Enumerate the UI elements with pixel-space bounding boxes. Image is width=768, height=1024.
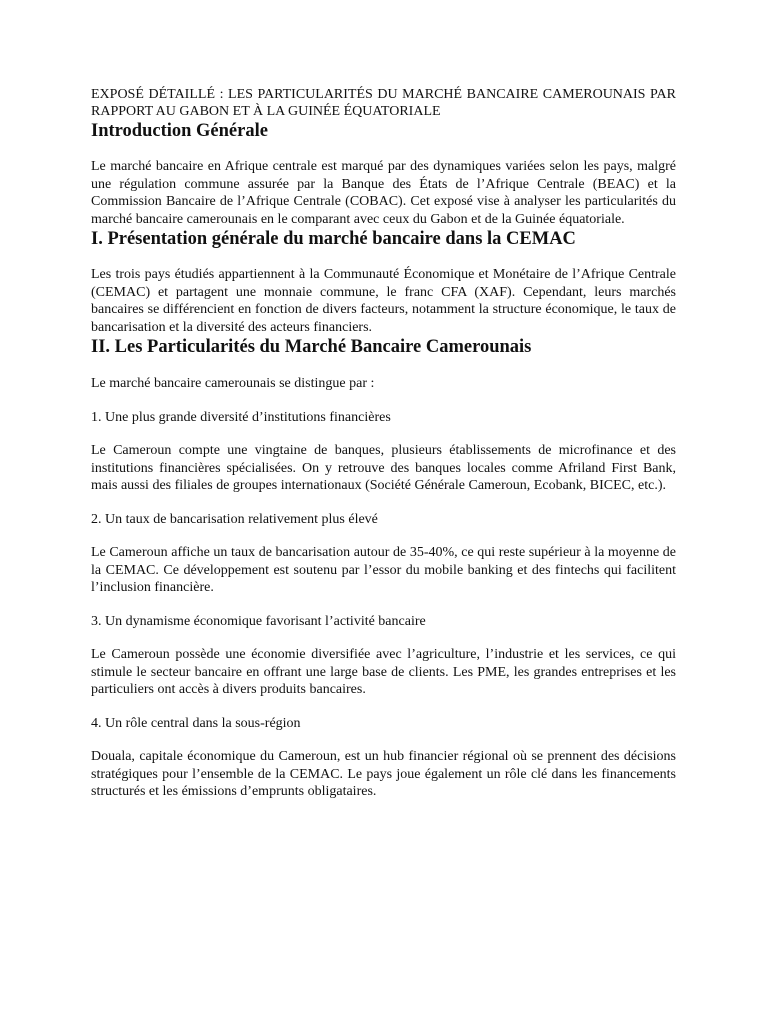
introduction-heading: Introduction Générale (91, 121, 268, 141)
item-title: 1. Une plus grande diversité d’institutions financières (91, 409, 391, 425)
item-body: Le Cameroun compte une vingtaine de banques, plusieurs établissements de microfinance et des institutions financières spécialisées. On y retrouve des banques locales comme Afriland First Bank, mais aussi des filiales de groupes internationaux (Société Générale Cameroun, Ecobank, BICEC, etc.). (91, 443, 676, 493)
item-title: 2. Un taux de bancarisation relativement plus élevé (91, 511, 378, 527)
document-title: EXPOSÉ DÉTAILLÉ : LES PARTICULARITÉS DU MARCHÉ BANCAIRE CAMEROUNAIS PAR RAPPORT AU GABON ET À LA GUINÉE ÉQUATORIALE (91, 87, 676, 119)
item-title: 4. Un rôle central dans la sous-région (91, 715, 301, 731)
section2-heading: II. Les Particularités du Marché Bancaire Camerounais (91, 337, 532, 357)
item-body: Le Cameroun affiche un taux de bancarisation autour de 35-40%, ce qui reste supérieur à la moyenne de la CEMAC. Ce développement est soutenu par l’essor du mobile banking et des fintechs qui facilitent l’inclusion financière. (91, 545, 676, 595)
section2-lead: Le marché bancaire camerounais se distingue par : (91, 376, 375, 391)
introduction-paragraph: Le marché bancaire en Afrique centrale est marqué par des dynamiques variées selon les pays, malgré une régulation commune assurée par la Banque des États de l’Afrique Centrale (BEAC) et la Commission Bancaire de l’Afrique Centrale (COBAC). Cet exposé vise à analyser les particularités du marché bancaire camerounais en le comparant avec ceux du Gabon et de la Guinée équatoriale. (91, 159, 676, 227)
item-body: Douala, capitale économique du Cameroun, est un hub financier régional où se prennent des décisions stratégiques pour l’ensemble de la CEMAC. Le pays joue également un rôle clé dans les financements structurés et les émissions d’emprunts obligataires. (91, 749, 676, 799)
section1-paragraph: Les trois pays étudiés appartiennent à la Communauté Économique et Monétaire de l’Afrique Centrale (CEMAC) et partagent une monnaie commune, le franc CFA (XAF). Cependant, leurs marchés bancaires se différencient en fonction de divers facteurs, notamment la structure économique, le taux de bancarisation et la diversité des acteurs financiers. (91, 267, 676, 335)
item-body: Le Cameroun possède une économie diversifiée avec l’agriculture, l’industrie et les services, ce qui stimule le secteur bancaire en offrant une large base de clients. Les PME, les grandes entreprises et les particuliers ont accès à divers produits bancaires. (91, 647, 676, 697)
document-page (91, 86, 676, 801)
section1-heading: I. Présentation générale du marché bancaire dans la CEMAC (91, 229, 576, 249)
item-title: 3. Un dynamisme économique favorisant l’activité bancaire (91, 613, 426, 629)
